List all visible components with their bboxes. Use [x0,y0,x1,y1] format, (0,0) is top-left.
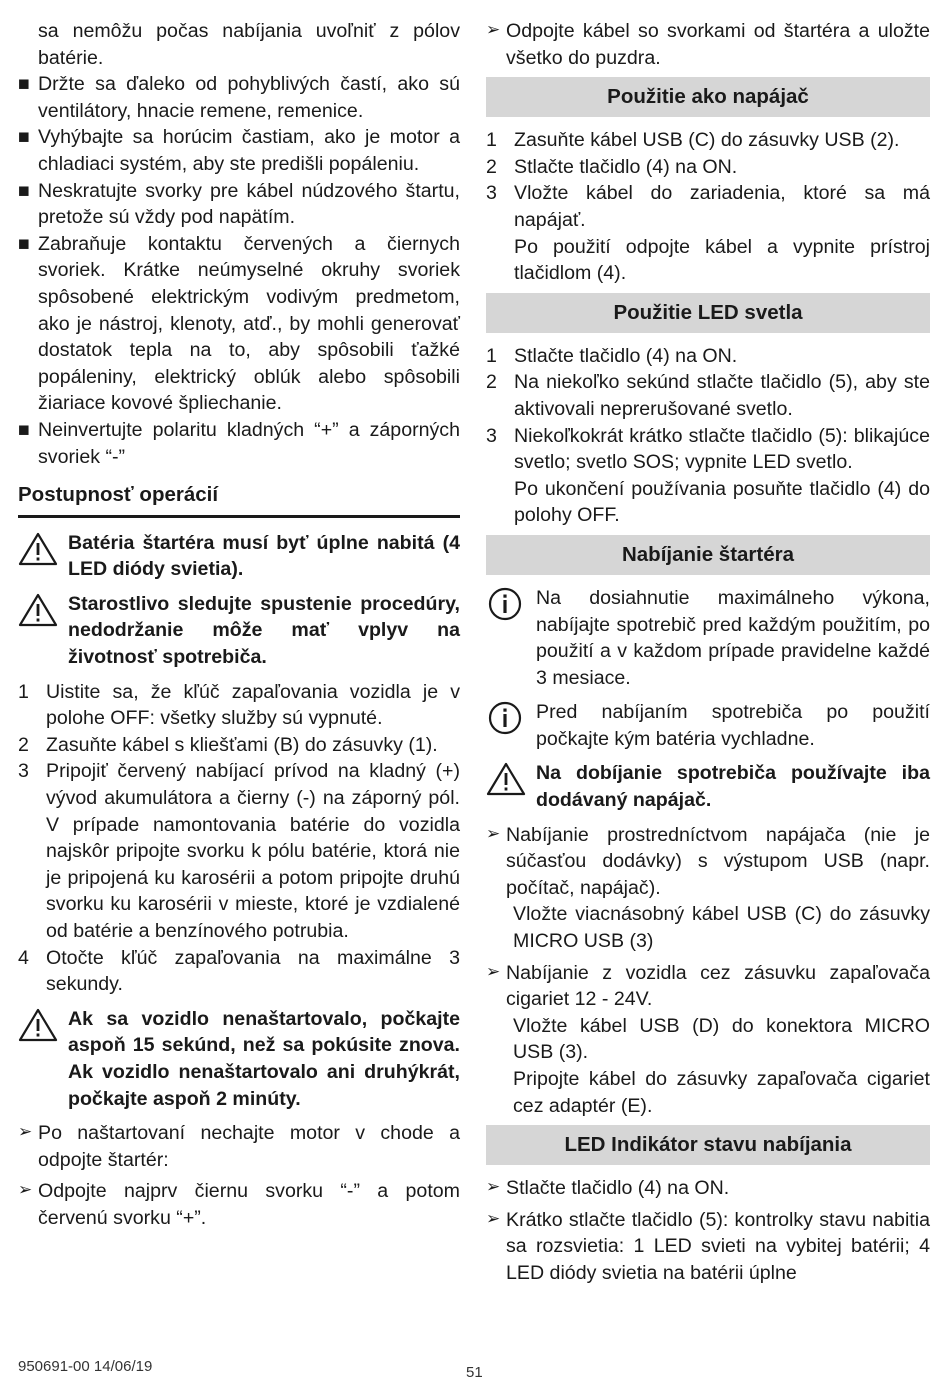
info-note: Na dosiahnutie maximálneho výkona, nabíjajte spotrebič pred každým použitím, po použití a v každom prípade pravidelne každé 3 mesiace. [486,585,930,691]
step-item: 1 Stlačte tlačidlo (4) na ON. [486,344,738,367]
arrow-continuation: Vložte viacnásobný kábel USB (C) do zásuvky MICRO USB (3) [513,903,930,953]
section-title-charging: Nabíjanie štartéra [486,535,930,575]
square-bullet-icon: ■ [18,418,30,441]
step-note: Po ukončení používania posuňte tlačidlo (4) do polohy OFF. [514,477,930,527]
warning-triangle-icon [18,593,58,627]
section-title-operations: Postupnosť operácií [18,482,460,518]
arrowhead-bullet-icon: ➢ [486,1208,501,1228]
right-column [486,18,930,1287]
warning-note: Ak sa vozidlo nenaštartovalo, počkajte aspoň 15 sekúnd, než sa pokúsite znova. Ak vozidlo nenaštartovalo ani druhýkrát, počkajte aspoň 2 minúty. [18,1006,460,1112]
arrowhead-bullet-icon: ➢ [486,961,501,981]
step-item: 3 Niekoľkokrát krátko stlačte tlačidlo (5): blikajúce svetlo; svetlo SOS; vypnite LED svetlo. [486,424,930,474]
arrow-item: ➢ Po naštartovaní nechajte motor v chode a odpojte štartér: [18,1120,460,1173]
bullet-item: ■ Neinvertujte polaritu kladných “+” a záporných svoriek “-” [18,418,460,468]
step-item: 2 Stlačte tlačidlo (4) na ON. [486,155,738,178]
arrowhead-bullet-icon: ➢ [486,20,501,39]
square-bullet-icon: ■ [18,73,30,96]
arrow-continuation: Vložte kábel USB (D) do konektora MICRO USB (3). [513,1014,930,1064]
step-item: 1 Zasuňte kábel USB (C) do zásuvky USB (2). [486,129,900,152]
arrow-item: ➢ Krátko stlačte tlačidlo (5): kontrolky stavu nabitia sa rozsvietia: 1 LED svieti na vybitej batérii; 4 LED diódy svietia na batérii úplne [486,1207,930,1287]
warning-note: Batéria štartéra musí byť úplne nabitá (4 LED diódy svietia). [18,530,460,583]
square-bullet-icon: ■ [18,232,30,255]
step-note: Po použití odpojte kábel a vypnite prístroj tlačidlom (4). [514,235,930,285]
section-title-led-indicator: LED Indikátor stavu nabíjania [486,1125,930,1165]
arrow-item: ➢ Nabíjanie z vozidla cez zásuvku zapaľovača cigariet 12 - 24V. [486,960,930,1013]
warning-triangle-icon [486,762,526,796]
warning-triangle-icon [18,532,58,566]
arrowhead-bullet-icon: ➢ [18,1180,33,1200]
arrow-item: ➢ Odpojte najprv čiernu svorku “-” a potom červenú svorku “+”. [18,1178,460,1231]
warning-note: Na dobíjanie spotrebiča používajte iba dodávaný napájač. [486,760,930,813]
section-title-power-supply: Použitie ako napájač [486,77,930,117]
bullet-item: ■ Vyhýbajte sa horúcim častiam, ako je motor a chladiaci systém, aby ste predišli popáleniu. [18,126,460,175]
square-bullet-icon: ■ [18,179,30,202]
info-note: Pred nabíjaním spotrebiča po použití počkajte kým batéria vychladne. [486,699,930,752]
step-item: 3 Vložte kábel do zariadenia, ktoré sa má napájať. [486,182,930,231]
page-number: 51 [466,1364,483,1381]
bullet-item: ■ Zabraňuje kontaktu červených a čiernych svoriek. Krátke neúmyselné okruhy svoriek spôsobené elektrickým vodivým predmetom, ako je nástroj, klenoty, atď., by mohli generovať dostatok tepla na to, aby spôsobili ťažké popáleniny, elektrický oblúk alebo spôsobili žiariace kovové špliechanie. [18,232,460,415]
arrow-continuation: Pripojte kábel do zásuvky zapaľovača cigariet cez adaptér (E). [513,1068,930,1117]
step-item: 2 Zasuňte kábel s kliešťami (B) do zásuvky (1). [18,733,438,756]
warning-note: Starostlivo sledujte spustenie procedúry, nedodržanie môže mať vplyv na životnosť spotrebiča. [18,591,460,671]
continued-text: sa nemôžu počas nabíjania uvoľniť z pólov batérie. [38,20,460,69]
warning-triangle-icon [18,1008,58,1042]
step-item: 2 Na niekoľko sekúnd stlačte tlačidlo (5), aby ste aktivovali neprerušované svetlo. [486,371,930,420]
arrowhead-bullet-icon: ➢ [486,1177,501,1197]
document-code: 950691-00 14/06/19 [18,1358,153,1375]
arrowhead-bullet-icon: ➢ [18,1122,33,1142]
step-item: 3 Pripojiť červený nabíjací prívod na kladný (+) vývod akumulátora a čierny (-) na záporný pól. V prípade namontovania batérie do vozidla najskôr pripojte svorku k pólu batérie, ktorá nie je pripojená ku karosérii a potom pripojte druhú svorku ku karosérii v mieste, ktoré je vzdialené od batérie a benzínového potrubia. [18,760,460,942]
info-circle-icon [488,701,522,735]
arrow-item: ➢ Odpojte kábel so svorkami od štartéra a uložte všetko do puzdra. [486,18,930,71]
step-item: 1 Uistite sa, že kľúč zapaľovania vozidla je v polohe OFF: všetky služby sú vypnuté. [18,680,460,730]
square-bullet-icon: ■ [18,126,30,149]
section-title-led-light: Použitie LED svetla [486,293,930,333]
info-circle-icon [488,587,522,621]
step-item: 4 Otočte kľúč zapaľovania na maximálne 3 sekundy. [18,946,460,996]
arrow-item: ➢ Nabíjanie prostredníctvom napájača (nie je súčasťou dodávky) s výstupom USB (napr. počítač, napájač). [486,822,930,902]
arrow-item: ➢ Stlačte tlačidlo (4) na ON. [486,1175,930,1202]
arrowhead-bullet-icon: ➢ [486,823,501,843]
left-column [18,18,460,1232]
bullet-item: ■ Neskratujte svorky pre kábel núdzového štartu, pretože sú vždy pod napätím. [18,179,460,229]
bullet-item: ■ Držte sa ďaleko od pohyblivých častí, ako sú ventilátory, hnacie remene, remenice. [18,73,460,122]
